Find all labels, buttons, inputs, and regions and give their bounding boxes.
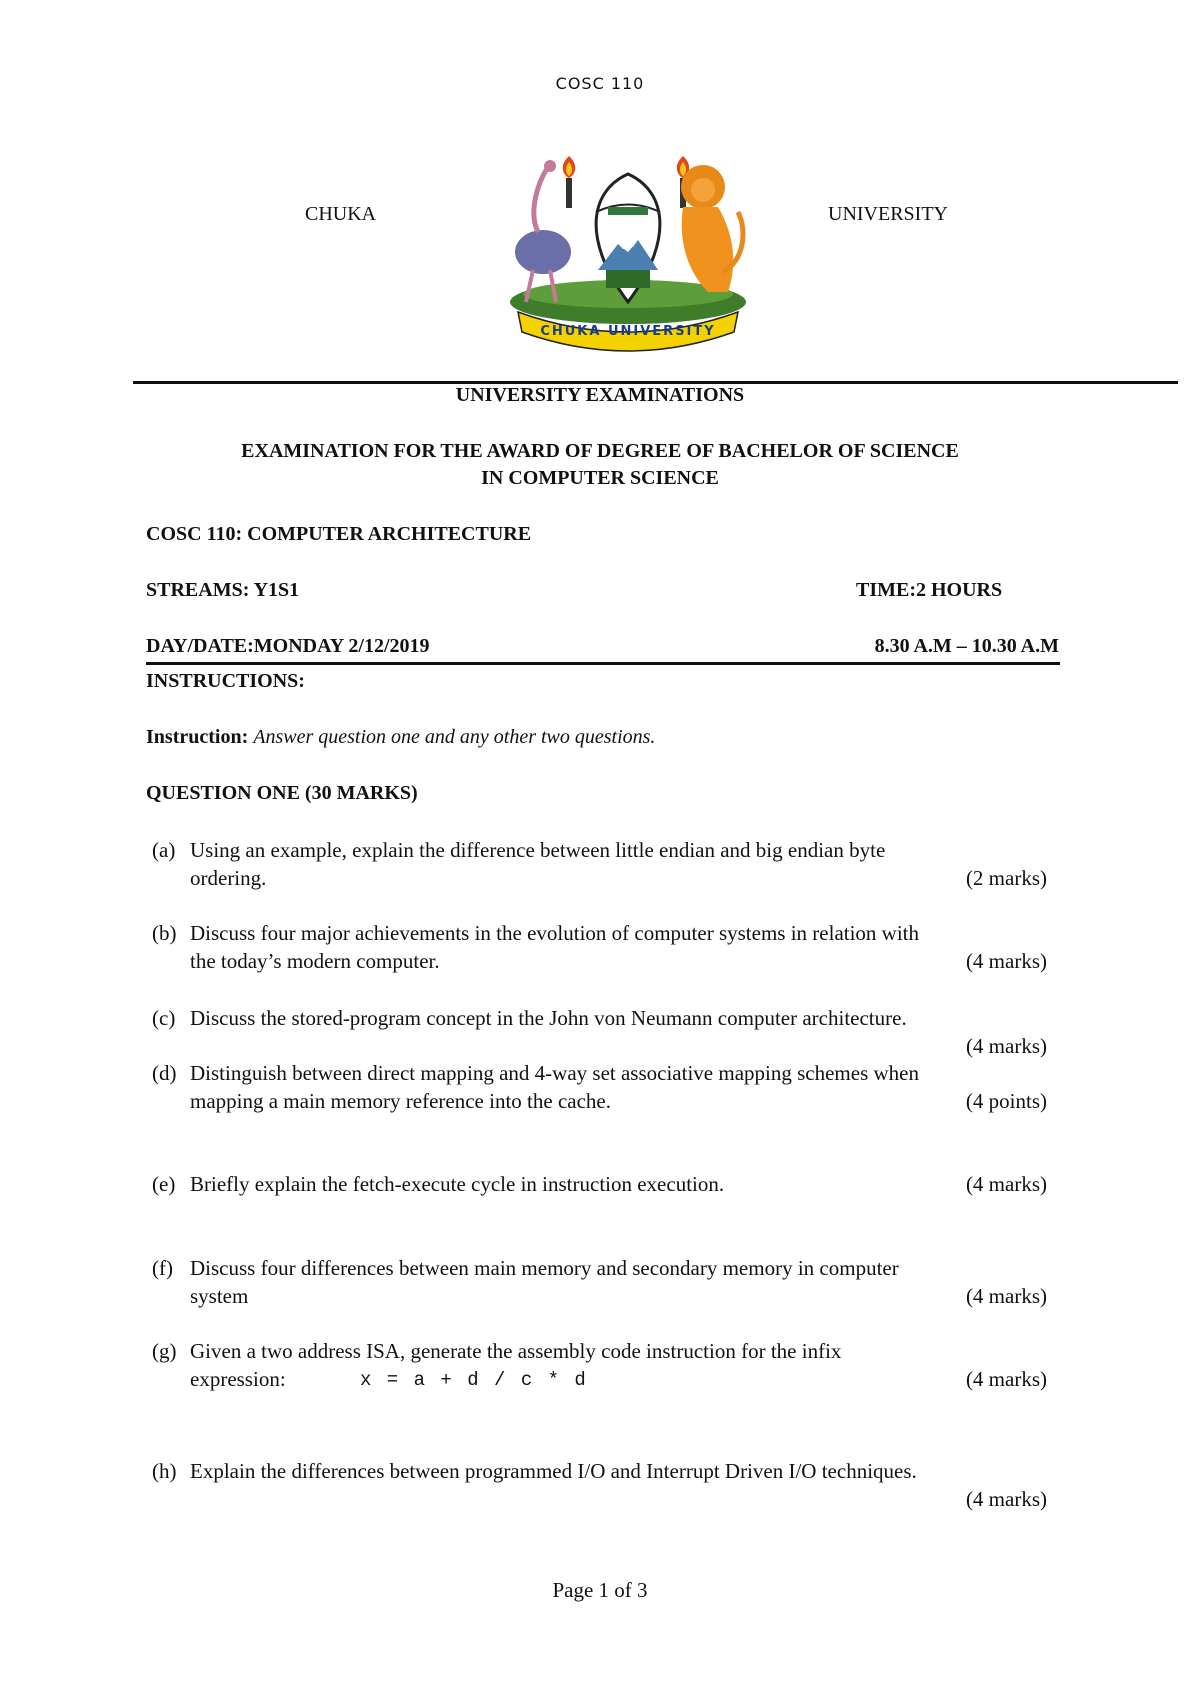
letterhead-right: UNIVERSITY	[828, 203, 948, 225]
question-label: (c)	[152, 1006, 176, 1030]
question-a	[152, 836, 1047, 892]
date-divider	[146, 662, 1060, 665]
question-d	[152, 1059, 1047, 1115]
exam-title: UNIVERSITY EXAMINATIONS	[455, 384, 745, 406]
instruction-label: Instruction:	[146, 726, 249, 748]
question-marks: (4 marks)	[965, 1034, 1047, 1058]
exam-time: 8.30 A.M – 10.30 A.M	[874, 635, 1059, 657]
university-logo	[498, 152, 758, 352]
question-text-line2: mapping a main memory reference into the cache.	[190, 1089, 611, 1113]
question-h	[152, 1457, 1047, 1513]
question-label: (e)	[152, 1172, 176, 1196]
instruction-line	[146, 726, 655, 749]
duration: TIME:2 HOURS	[856, 579, 1003, 601]
question-label: (b)	[152, 921, 177, 945]
question-text-line1: Using an example, explain the difference between little endian and big endian byte	[190, 838, 886, 862]
degree-title-line2: IN COMPUTER SCIENCE	[481, 467, 719, 489]
question-marks: (4 marks)	[965, 1284, 1047, 1308]
question-marks: (4 points)	[965, 1089, 1047, 1113]
question-label: (h)	[152, 1459, 177, 1483]
infix-expression: x = a + d / c * d	[360, 1369, 588, 1391]
question-c	[152, 1004, 1047, 1060]
question-f	[152, 1254, 1047, 1310]
course-code-header: COSC 110	[555, 74, 645, 93]
instructions-heading: INSTRUCTIONS:	[146, 670, 305, 692]
instruction-text: Answer question one and any other two questions.	[253, 726, 656, 748]
logo-banner-text: CHUKA UNIVERSITY	[540, 324, 716, 339]
question-label: (a)	[152, 838, 176, 862]
question-text-line1: Explain the differences between programmed I/O and Interrupt Driven I/O techniques.	[190, 1459, 917, 1483]
question-marks: (4 marks)	[965, 1172, 1047, 1196]
question-text-line1: Discuss four major achievements in the evolution of computer systems in relation with	[190, 921, 920, 945]
question-text-line2: ordering.	[190, 866, 267, 890]
page-number: Page 1 of 3	[552, 1578, 648, 1602]
question-marks: (2 marks)	[965, 866, 1047, 890]
question-label: (g)	[152, 1339, 177, 1363]
question-label: (d)	[152, 1061, 177, 1085]
question-g	[152, 1337, 1047, 1393]
question-text-line1: Given a two address ISA, generate the assembly code instruction for the infix	[190, 1339, 842, 1363]
degree-title: EXAMINATION FOR THE AWARD OF DEGREE OF BACHELOR OF SCIENCE	[241, 440, 959, 462]
streams: STREAMS: Y1S1	[146, 579, 300, 601]
letterhead-left: CHUKA	[305, 203, 377, 225]
question-text-line1: Briefly explain the fetch-execute cycle in instruction execution.	[190, 1172, 725, 1196]
question-label: (f)	[152, 1256, 173, 1280]
question-marks: (4 marks)	[965, 1367, 1047, 1391]
question-marks: (4 marks)	[965, 949, 1047, 973]
question-marks: (4 marks)	[965, 1487, 1047, 1511]
question-e	[152, 1170, 1047, 1198]
question-text-line2: system	[190, 1284, 249, 1308]
question-text-line1: Distinguish between direct mapping and 4-way set associative mapping schemes when	[190, 1061, 919, 1085]
question-text-line2: the today’s modern computer.	[190, 949, 440, 973]
question-text-line1: Discuss the stored-program concept in the John von Neumann computer architecture.	[190, 1006, 907, 1030]
question-heading: QUESTION ONE (30 MARKS)	[146, 782, 418, 804]
exam-date: DAY/DATE:MONDAY 2/12/2019	[146, 635, 430, 657]
question-text-line2: expression:	[190, 1367, 286, 1391]
question-text-line1: Discuss four differences between main memory and secondary memory in computer	[190, 1256, 899, 1280]
course-title: COSC 110: COMPUTER ARCHITECTURE	[146, 523, 532, 545]
question-b	[152, 919, 1047, 975]
